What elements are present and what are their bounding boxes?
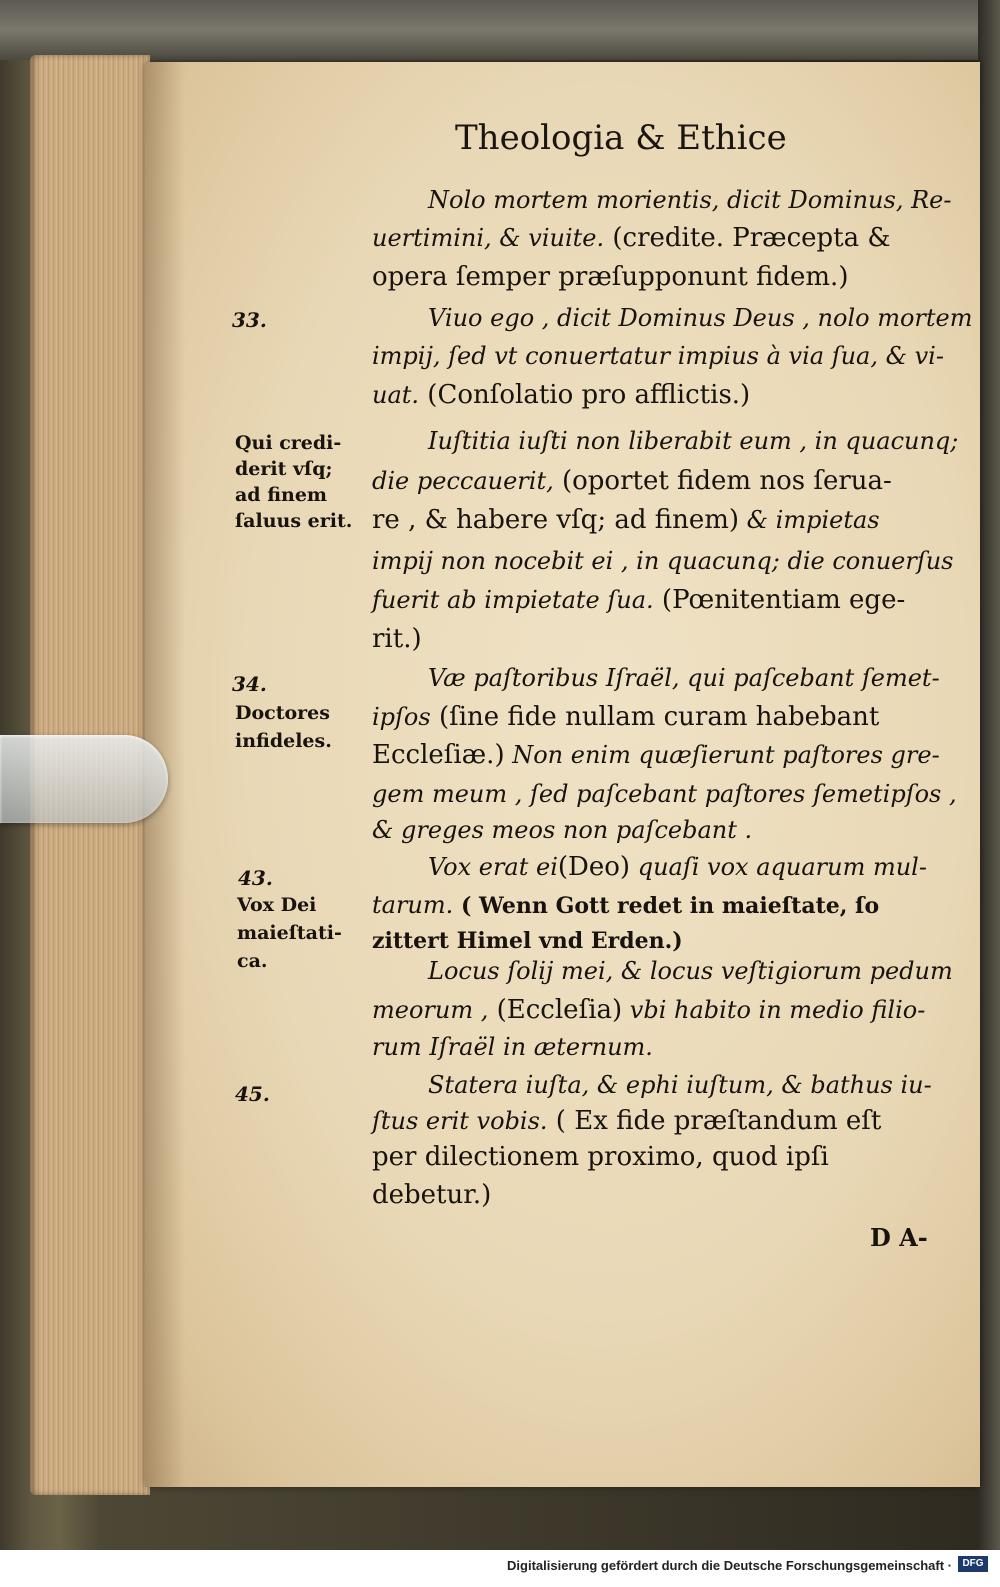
text-line: rum Iſraël in æternum. bbox=[372, 1033, 653, 1061]
text-line: Viuo ego , dicit Dominus Deus , nolo mortem bbox=[428, 304, 973, 332]
margin-note: derit vſq; bbox=[235, 458, 333, 480]
text-line: debetur.) bbox=[372, 1180, 492, 1210]
margin-number: 45. bbox=[235, 1082, 270, 1106]
running-head: Theologia & Ethice bbox=[455, 118, 787, 158]
text-line: fuerit ab impietate ſua. (Pœnitentiam ege- bbox=[372, 585, 906, 615]
book-cover-top bbox=[0, 0, 1000, 60]
text-line: Vox erat ei(Deo) quaſi vox aquarum mul- bbox=[428, 852, 927, 882]
text-line: ipſos (ſine fide nullam curam habebant bbox=[372, 702, 880, 732]
text-line: impij, ſed vt conuertatur impius à via ſua, & vi- bbox=[372, 342, 944, 370]
margin-note: ſaluus erit. bbox=[235, 510, 353, 532]
text-line: meorum , (Eccleſia) vbi habito in medio filio- bbox=[372, 995, 926, 1025]
text-line: re , & habere vſq; ad finem) & impietas bbox=[372, 505, 880, 535]
margin-note: Doctores bbox=[235, 702, 330, 724]
text-line: Locus ſolij mei, & locus veſtigiorum pedum bbox=[428, 957, 953, 985]
text-line: uat. (Conſolatio pro afflictis.) bbox=[372, 380, 751, 410]
text-line: Iuſtitia iuſti non liberabit eum , in quacunq; bbox=[428, 427, 959, 455]
text-line: zittert Himel vnd Erden.) bbox=[372, 928, 683, 954]
text-line: Væ paſtoribus Iſraël, qui paſcebant ſemet- bbox=[428, 664, 940, 692]
margin-note: ca. bbox=[237, 950, 268, 972]
text-line: per dilectionem proximo, quod ipſi bbox=[372, 1142, 829, 1172]
margin-note: maieſtati- bbox=[237, 922, 342, 944]
text-line: Nolo mortem morientis, dicit Dominus, Re- bbox=[428, 186, 952, 214]
text-line: impij non nocebit ei , in quacunq; die conuerſus bbox=[372, 547, 954, 575]
margin-number: 43. bbox=[238, 866, 273, 890]
text-line: Statera iuſta, & ephi iuſtum, & bathus iu- bbox=[428, 1071, 932, 1099]
text-line: gem meum , ſed paſcebant paſtores ſemetipſos , bbox=[372, 780, 957, 808]
margin-number: 34. bbox=[232, 672, 267, 696]
catchword: D A- bbox=[870, 1223, 928, 1252]
dfg-logo: DFG bbox=[958, 1556, 988, 1572]
margin-note: infideles. bbox=[235, 730, 332, 752]
bookmark-clip bbox=[0, 735, 168, 823]
text-line: uertimini, & viuite. (credite. Præcepta & bbox=[372, 223, 891, 253]
text-line: rit.) bbox=[372, 624, 422, 654]
margin-note: Qui credi- bbox=[235, 432, 342, 454]
margin-note: ad finem bbox=[235, 484, 328, 506]
text-line: opera ſemper præſupponunt fidem.) bbox=[372, 262, 849, 292]
text-line: Eccleſiæ.) Non enim quæſierunt paſtores gre- bbox=[372, 740, 940, 770]
margin-note: Vox Dei bbox=[237, 894, 317, 916]
margin-number: 33. bbox=[232, 308, 267, 332]
text-line: & greges meos non paſcebant . bbox=[372, 816, 753, 844]
text-line: die peccauerit, (oportet fidem nos ſerua- bbox=[372, 466, 892, 496]
footer-credit: Digitalisierung gefördert durch die Deutsche Forschungsgemeinschaft · bbox=[507, 1558, 952, 1573]
text-line: tarum. ( Wenn Gott redet in maieſtate, ſo bbox=[372, 891, 880, 919]
text-line: ſtus erit vobis. ( Ex fide præſtandum eſt bbox=[372, 1106, 882, 1136]
book-cover-right bbox=[978, 0, 1000, 1587]
